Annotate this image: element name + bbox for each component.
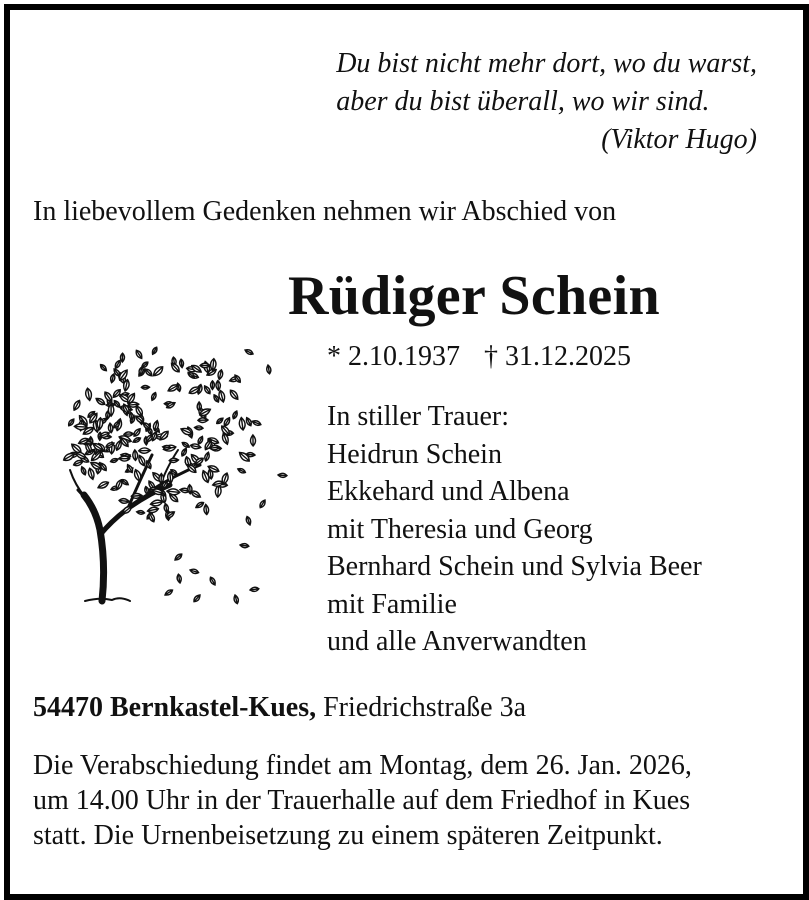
address-street: Friedrichstraße 3a — [323, 692, 527, 723]
windblown-tree-icon — [40, 315, 290, 615]
mourner-line: Ekkehard und Albena — [327, 476, 570, 507]
quote-block — [336, 45, 757, 159]
birth-date: * 2.10.1937 — [327, 341, 460, 372]
intro-text: In liebevollem Gedenken nehmen wir Abschied von — [33, 196, 617, 227]
mourner-line: Heidrun Schein — [327, 438, 502, 470]
notice-line: um 14.00 Uhr in der Trauerhalle auf dem Friedhof in Kues — [33, 785, 691, 816]
notice-line: Die Verabschiedung findet am Montag, dem 26. Jan. 2026, — [33, 750, 692, 781]
address-line — [33, 690, 526, 726]
quote-line: aber du bist überall, wo wir sind. — [336, 86, 710, 117]
mourner-line: mit Familie — [327, 588, 457, 620]
address-city: 54470 Bernkastel-Kues, — [33, 692, 317, 723]
deceased-name: Rüdiger Schein — [288, 265, 660, 327]
life-dates — [327, 339, 631, 375]
notice-line: statt. Die Urnenbeisetzung zu einem späteren Zeitpunkt. — [33, 820, 663, 851]
quote-author: (Viktor Hugo) — [601, 124, 757, 155]
mourner-line: mit Theresia und Georg — [327, 513, 593, 545]
funeral-notice — [33, 748, 692, 853]
mourners-heading: In stiller Trauer: — [327, 401, 509, 432]
mourner-line: und alle Anverwandten — [327, 626, 587, 657]
mourner-line: Bernhard Schein und Sylvia Beer — [327, 551, 702, 582]
quote-line: Du bist nicht mehr dort, wo du warst, — [336, 48, 757, 79]
death-date: † 31.12.2025 — [484, 341, 631, 372]
mourners-list — [327, 398, 702, 661]
